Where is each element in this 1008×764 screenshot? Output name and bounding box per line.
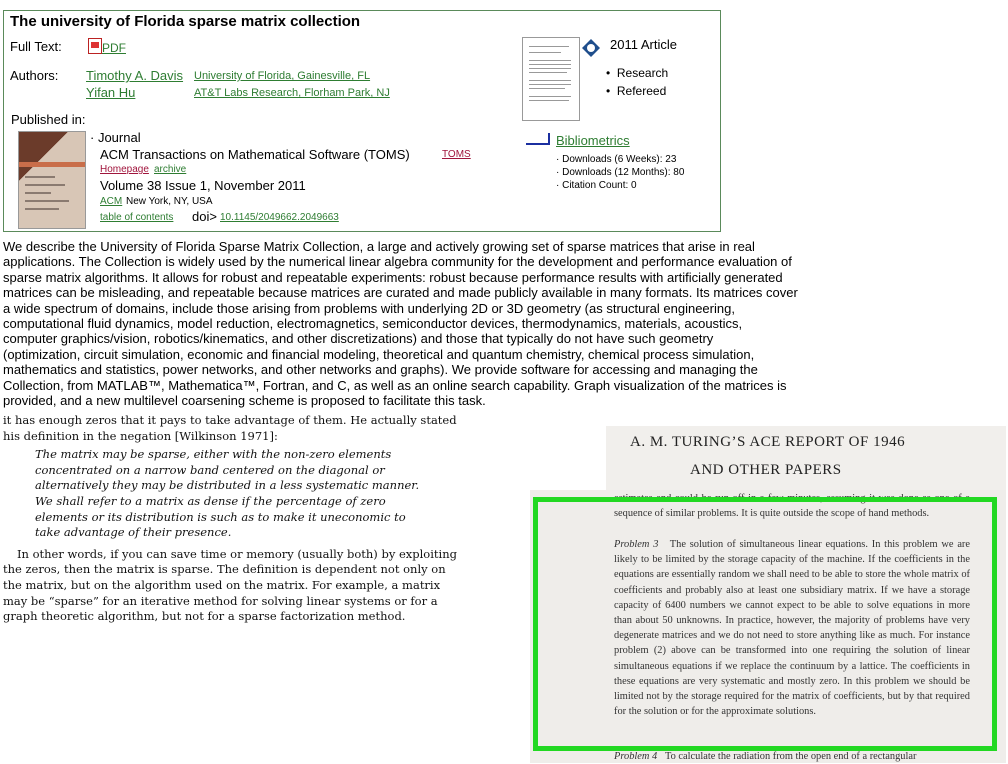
scan-top-text: estimates and could be run off in a few minutes, assuming it was done as one of a sequence of similar problems. It is quite outside the scope of hand methods.	[614, 493, 970, 520]
affiliation-link[interactable]: AT&T Labs Research, Florham Park, NJ	[194, 87, 390, 99]
abstract-line: a wide spectrum of domains, include those arising from problems with underlying 2D or 3D geometry (as structural engineering,	[3, 300, 735, 316]
problem-3-label: Problem 3	[614, 539, 659, 550]
paper-excerpt	[3, 413, 463, 625]
article-thumbnail[interactable]	[522, 37, 580, 121]
fulltext-label: Full Text:	[10, 39, 62, 54]
journal-type: · Journal	[90, 130, 141, 145]
highlight-box	[533, 497, 997, 751]
publisher-location: New York, NY, USA	[126, 196, 213, 207]
doi-label: doi>	[192, 209, 217, 224]
toc-link[interactable]: table of contents	[100, 212, 174, 223]
tag-research: • Research	[606, 66, 669, 80]
homepage-link[interactable]: Homepage	[100, 164, 149, 175]
paper-intro: it has enough zeros that it pays to take advantage of them. He actually stated his definition in the negation [Wilkinson 1971]:	[3, 413, 457, 443]
authors-label: Authors:	[10, 68, 59, 83]
abstract-line: (optimization, circuit simulation, economic and financial modeling, theoretical and quantum chemistry, chemical process simulation,	[3, 346, 755, 362]
problem-4-text: To calculate the radiation from the open end of a rectangular	[665, 751, 917, 762]
paper-body: In other words, if you can save time or memory (usually both) by exploiting the zeros, then the matrix is sparse. The definition is dependent not only on the matrix, but on the algorithm used on the matrix. For example, a matrix may be “sparse” for an iterative method for solving linear systems or for a graph theoretic algorithm, but not for a sparse factorization method.	[3, 546, 457, 624]
abstract-line: applications. The Collection is widely used by the numerical linear algebra community for the development and performance evaluation of	[3, 254, 792, 270]
citation-panel	[3, 10, 721, 232]
journal-cover	[18, 131, 86, 229]
journal-name: ACM Transactions on Mathematical Software (TOMS)	[100, 147, 410, 162]
author-link[interactable]: Yifan Hu	[86, 85, 136, 100]
problem-4-label: Problem 4	[614, 751, 658, 762]
pdf-icon[interactable]	[88, 38, 102, 54]
affiliation-link[interactable]: University of Florida, Gainesville, FL	[194, 70, 371, 82]
abstract-line: mathematics and statistics, power networks, and other networks and graphs). We provide software for accessing and managing the	[3, 362, 758, 378]
bibliometrics-icon	[526, 133, 550, 145]
stat-downloads-6w: · Downloads (6 Weeks): 23	[556, 154, 677, 165]
pdf-link[interactable]: PDF	[102, 41, 126, 55]
abstract-line: provided, and a new multilevel coarsening scheme is proposed to facilitate this task.	[3, 393, 486, 409]
bibliometrics-link[interactable]: Bibliometrics	[556, 133, 630, 148]
paper-quote: The matrix may be sparse, either with the non-zero elements concentrated on a narrow band centered on the diagonal or alternatively they may be distributed in a less systematic manner. We shall refer to a matrix as dense if the percentage of zero elements or its distribution is such as to make it uneconomic to take advantage of their presence.	[35, 447, 420, 540]
tag-refereed: • Refereed	[606, 84, 667, 98]
stat-downloads-12m: · Downloads (12 Months): 80	[556, 167, 685, 178]
acm-badge-icon	[582, 39, 600, 57]
stat-citation-count: · Citation Count: 0	[556, 180, 637, 191]
book-title-line2: AND OTHER PAPERS	[690, 462, 842, 478]
doi-link[interactable]: 10.1145/2049662.2049663	[220, 212, 339, 223]
abstract	[3, 239, 883, 408]
published-label: Published in:	[11, 112, 86, 127]
volume-issue: Volume 38 Issue 1, November 2011	[100, 178, 306, 193]
archive-link[interactable]: archive	[154, 164, 187, 175]
problem-3-text: The solution of simultaneous linear equations. In this problem we are likely to be limited by the storage capacity of the machine. If the coefficients in the equations are essentially random we shall need to be able to store the whole matrix of coefficients and probably also at least one subsidiary matrix. If we have a storage capacity of 6400 numbers we cannot expect to be able to solve equations in more than about 50 unknowns. In practice, however, the majority of problems have very degenerate matrices and we do not need to store anything like as much. For instance problem (2) above can be transformed into one requiring the solution of linear simultaneous equations if we replace the continuum by a lattice. The coefficients in these equations are very systematic and mostly zero. In this problem we should be limited not by the storage required for the matrix of coefficients, but by that required for the solution or for the approximate solutions.	[614, 539, 970, 718]
abstract-line: matrices can be misleading, and repeatable because matrices are curated and made publicly available in many formats. Its matrices cover	[3, 285, 798, 301]
abstract-line: computer graphics/vision, robotics/kinematics, and other discretizations) and those that typically do not have such geometry	[3, 331, 714, 347]
author-link[interactable]: Timothy A. Davis	[86, 68, 184, 83]
abstract-line: computational fluid dynamics, model reduction, electromagnetics, semiconductor devices, thermodynamics, materials, acoustics,	[3, 316, 743, 332]
article-title: The university of Florida sparse matrix collection	[10, 13, 361, 30]
abstract-line: We describe the University of Florida Sparse Matrix Collection, a large and actively growing set of sparse matrices that arise in real	[3, 239, 755, 254]
abstract-line: Collection, from MATLAB™, Mathematica™, Fortran, and C, as well as an online search capability. Graph visualization of the matrices is	[3, 377, 787, 393]
article-year: 2011 Article	[610, 37, 677, 52]
problem-4	[614, 749, 970, 764]
abstract-line: sparse matrix algorithms. It allows for robust and repeatable experiments: robust because performance results with artificially generated	[3, 269, 783, 285]
journal-abbr-link[interactable]: TOMS	[442, 149, 471, 160]
book-title-line1: A. M. TURING’S ACE REPORT OF 1946	[630, 434, 906, 450]
publisher-link[interactable]: ACM	[100, 196, 123, 207]
